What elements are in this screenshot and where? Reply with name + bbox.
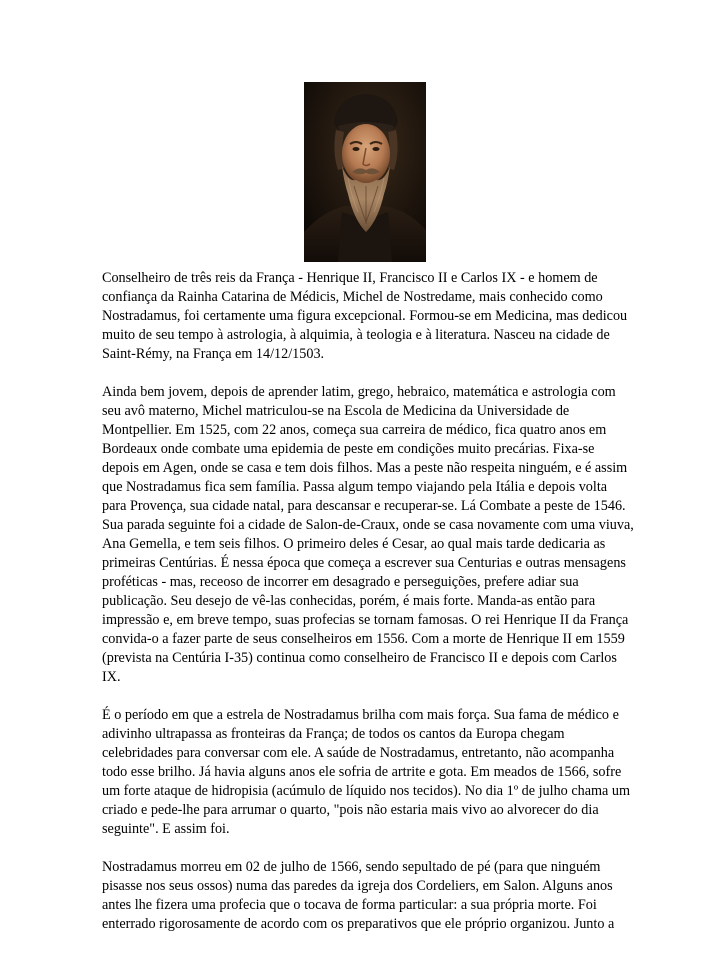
paragraph-4: Nostradamus morreu em 02 de julho de 1566, sendo sepultado de pé (para que ninguém pisasse nos seus ossos) numa das paredes da igreja dos Cordeliers, em Salon. Alguns anos antes lhe fizera uma profecia que o tocava de forma particular: a sua própria morte. Foi enterrado rigorosamente de acordo com os preparativos que ele próprio organizou. Junto a — [102, 859, 615, 932]
portrait-illustration — [304, 82, 426, 262]
nostradamus-portrait — [304, 82, 426, 262]
paragraph-3: É o período em que a estrela de Nostradamus brilha com mais força. Sua fama de médico e adivinho ultrapassa as fronteiras da França; de todos os cantos da Europa chegam celebridades para conversar com ele. A saúde de Nostradamus, entretanto, não acompanha todo esse brilho. Já havia alguns anos ele sofria de artrite e gota. Em meados de 1566, sofre um forte ataque de hidropisia (acúmulo de líquido nos tecidos). No dia 1º de julho chama um criado e pede-lhe para arrumar o quarto, "pois não estaria mais vivo ao alvorecer do dia seguinte". E assim foi. — [102, 707, 631, 837]
paragraph-1: Conselheiro de três reis da França - Henrique II, Francisco II e Carlos IX - e homem de confiança da Rainha Catarina de Médicis, Michel de Nostredame, mais conhecido como Nostradamus, foi certamente uma figura excepcional. Formou-se em Medicina, mas dedicou muito de seu tempo à astrologia, à alquimia, à teologia e à literatura. Nasceu na cidade de Saint-Rémy, na França em 14/12/1503. — [102, 270, 628, 362]
paragraph-2: Ainda bem jovem, depois de aprender latim, grego, hebraico, matemática e astrologia com seu avô materno, Michel matriculou-se na Escola de Medicina da Universidade de Montpellier. Em 1525, com 22 anos, começa sua carreira de médico, fica quatro anos em Bordeaux onde combate uma epidemia de peste em condições muito precárias. Fixa-se depois em Agen, onde se casa e tem dois filhos. Mas a peste não respeita ninguém, e é assim que Nostradamus fica sem família. Passa algum tempo viajando pela Itália e depois volta para Provença, sua cidade natal, para descansar e recuperar-se. Lá Combate a peste de 1546. Sua parada seguinte foi a cidade de Salon-de-Craux, onde se casa novamente com uma viuva, Ana Gemella, e tem seis filhos. O primeiro deles é Cesar, ao qual mais tarde dedicaria as primeiras Centúrias. É nessa época que começa a escrever sua Centurias e outras mensagens proféticas - mas, receoso de incorrer em desagrado e perseguições, prefere adiar sua publicação. Seu desejo de vê-las conhecidas, porém, é mais forte. Manda-as então para impressão e, em breve tempo, suas profecias se tornam famosas. O rei Henrique II da França convida-o a fazer parte de seus conselheiros em 1556. Com a morte de Henrique II em 1559 (prevista na Centúria I-35) continua como conselheiro de Francisco II e depois com Carlos IX. — [102, 384, 634, 685]
article-body — [102, 269, 634, 953]
